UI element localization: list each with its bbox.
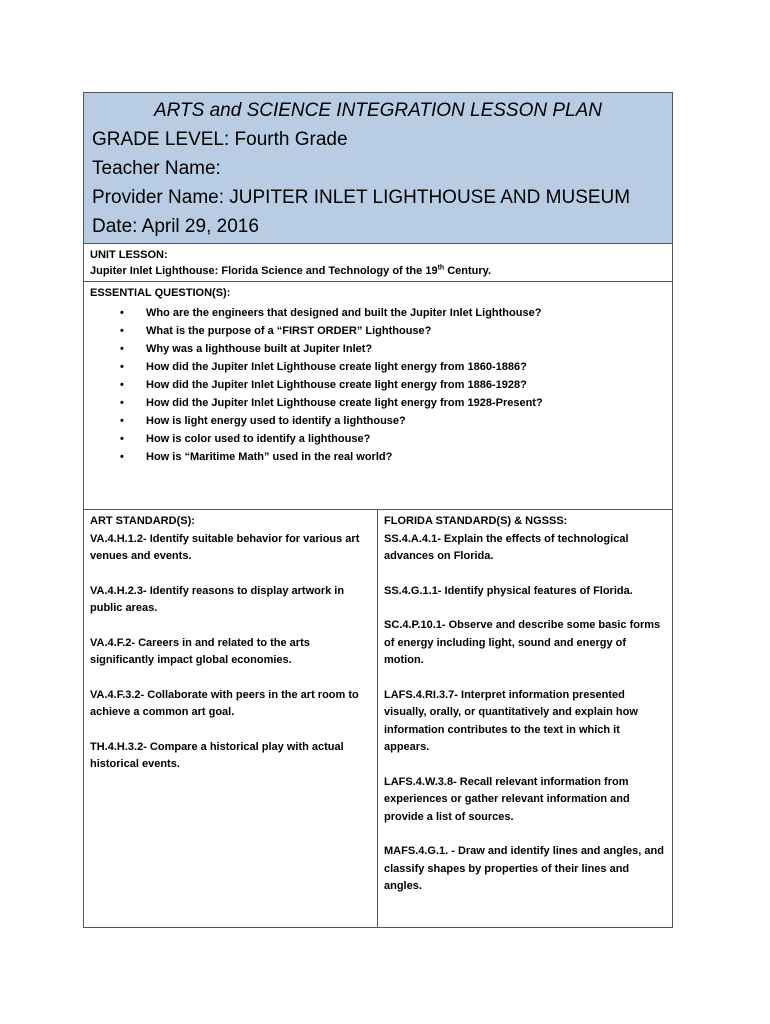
- lesson-plan-table: [83, 92, 673, 928]
- header-section: [84, 93, 672, 244]
- bullet-icon: •: [120, 415, 124, 427]
- list-item: • How is light energy used to identify a lighthouse?: [120, 412, 666, 430]
- florida-standards-column: [378, 510, 672, 927]
- florida-standard-item: SS.4.G.1.1- Identify physical features of Florida.: [384, 584, 633, 597]
- list-item: • How did the Jupiter Inlet Lighthouse create light energy from 1886-1928?: [120, 376, 666, 394]
- florida-standard-item: LAFS.4.W.3.8- Recall relevant information from experiences or gather relevant information and provide a list of sources.: [384, 775, 630, 823]
- art-standard-item: TH.4.H.3.2- Compare a historical play with actual historical events.: [90, 740, 344, 770]
- provider-name: Provider Name: JUPITER INLET LIGHTHOUSE AND MUSEUM: [92, 187, 631, 208]
- standards-section: [84, 510, 672, 927]
- unit-lesson-label: UNIT LESSON:: [90, 249, 168, 261]
- bullet-icon: •: [120, 325, 124, 337]
- unit-lesson-section: [84, 244, 672, 282]
- essential-questions-list: [90, 304, 666, 466]
- list-item: • How is “Maritime Math” used in the real world?: [120, 448, 666, 466]
- art-standard-item: VA.4.H.1.2- Identify suitable behavior for various art venues and events.: [90, 532, 360, 562]
- art-standard-item: VA.4.F.2- Careers in and related to the arts significantly impact global economies.: [90, 636, 310, 666]
- unit-text-after: Century.: [444, 265, 492, 277]
- florida-standard-item: SC.4.P.10.1- Observe and describe some basic forms of energy including light, sound and energy of motion.: [384, 619, 661, 666]
- florida-standards-label: FLORIDA STANDARD(S) & NGSSS:: [384, 515, 568, 527]
- florida-standard-item: LAFS.4.RI.3.7- Interpret information presented visually, orally, or quantitatively and explain how information contributes to the text in which it appears.: [384, 688, 638, 753]
- essential-questions-section: [84, 282, 672, 510]
- lesson-plan-title: ARTS and SCIENCE INTEGRATION LESSON PLAN: [153, 100, 603, 121]
- bullet-icon: •: [120, 343, 124, 355]
- list-item: • How is color used to identify a lighthouse?: [120, 430, 666, 448]
- essential-questions-label: ESSENTIAL QUESTION(S):: [90, 287, 231, 299]
- list-item: • Why was a lighthouse built at Jupiter Inlet?: [120, 340, 666, 358]
- list-item: • What is the purpose of a “FIRST ORDER” Lighthouse?: [120, 322, 666, 340]
- unit-text-before: Jupiter Inlet Lighthouse: Florida Science and Technology of the 19: [90, 265, 438, 277]
- list-item: • Who are the engineers that designed and built the Jupiter Inlet Lighthouse?: [120, 304, 666, 322]
- list-item: • How did the Jupiter Inlet Lighthouse create light energy from 1860-1886?: [120, 358, 666, 376]
- bullet-icon: •: [120, 379, 124, 391]
- bullet-icon: •: [120, 451, 124, 463]
- art-standard-item: VA.4.F.3.2- Collaborate with peers in the art room to achieve a common art goal.: [90, 688, 359, 718]
- unit-text-sup: th: [437, 264, 445, 272]
- teacher-name: Teacher Name:: [92, 158, 221, 179]
- unit-lesson-text: [90, 263, 666, 279]
- art-standards-label: ART STANDARD(S):: [90, 515, 195, 527]
- bullet-icon: •: [120, 397, 124, 409]
- art-standards-column: [84, 510, 378, 927]
- florida-standard-item: MAFS.4.G.1. - Draw and identify lines and angles, and classify shapes by properties of their lines and angles.: [384, 845, 664, 892]
- list-item: • How did the Jupiter Inlet Lighthouse create light energy from 1928-Present?: [120, 394, 666, 412]
- bullet-icon: •: [120, 433, 124, 445]
- lesson-date: Date: April 29, 2016: [92, 216, 259, 237]
- florida-standard-item: SS.4.A.4.1- Explain the effects of technological advances on Florida.: [384, 532, 629, 562]
- grade-level: GRADE LEVEL: Fourth Grade: [92, 129, 348, 150]
- bullet-icon: •: [120, 307, 124, 319]
- art-standard-item: VA.4.H.2.3- Identify reasons to display artwork in public areas.: [90, 584, 345, 614]
- bullet-icon: •: [120, 361, 124, 373]
